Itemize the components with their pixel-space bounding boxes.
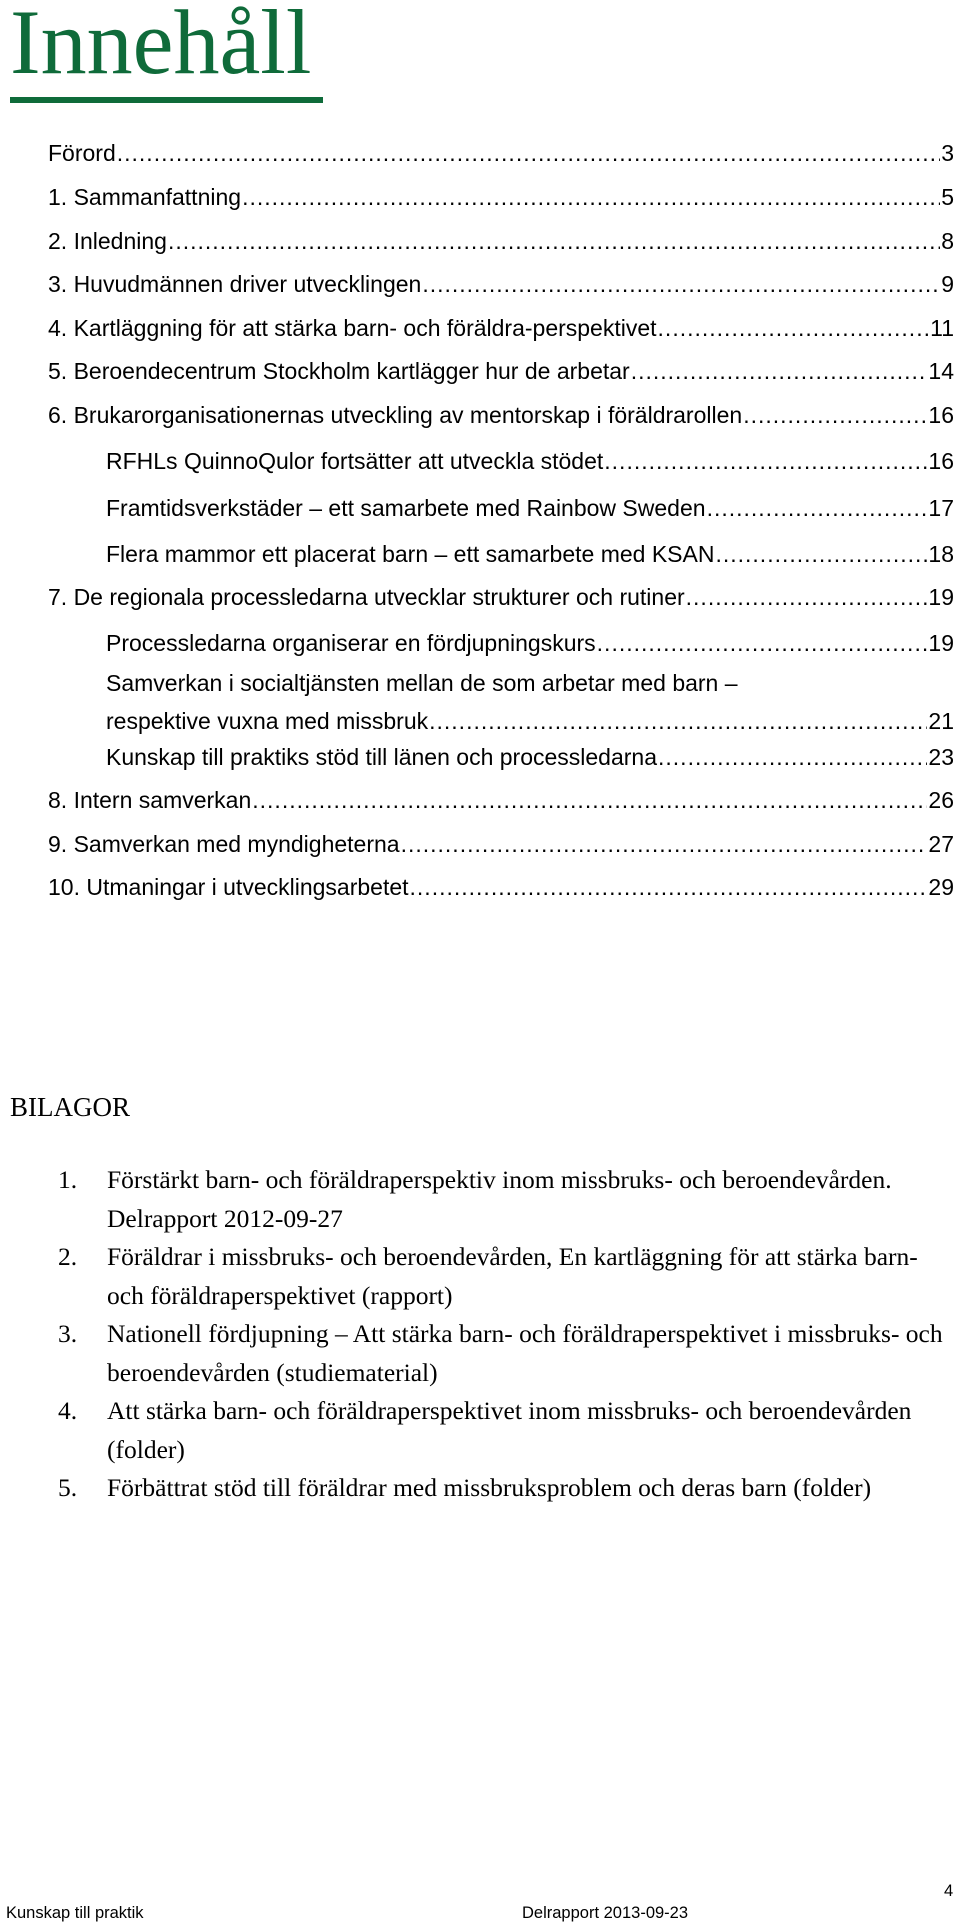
toc-entry-page: 17 <box>928 495 954 521</box>
toc-leader-dots <box>686 578 928 616</box>
toc-entry-page: 3 <box>941 140 954 166</box>
toc-entry-page: 19 <box>928 630 954 656</box>
toc-leader-dots <box>743 396 927 434</box>
toc-entry-page: 29 <box>928 874 954 900</box>
toc-entry-title: 5. Beroendecentrum Stockholm kartlägger hur de arbetar <box>48 358 630 384</box>
toc-entry-title: 3. Huvudmännen driver utvecklingen <box>48 271 422 297</box>
toc-leader-dots <box>429 702 927 740</box>
toc-entry[interactable] <box>48 578 954 616</box>
toc-leader-dots <box>707 489 928 527</box>
toc-leader-dots <box>604 442 927 480</box>
toc-leader-dots <box>658 309 930 347</box>
toc-leader-dots <box>168 222 940 260</box>
appendix-item-number: 5. <box>58 1473 78 1502</box>
toc-entry-title: 2. Inledning <box>48 228 167 254</box>
appendix-item-text: Förstärkt barn- och föräldraperspektiv inom missbruks- och beroendevården. Delrapport 2012-09-27 <box>107 1165 892 1233</box>
toc-entry-title: respektive vuxna med missbruk <box>106 708 429 734</box>
toc-leader-dots <box>242 178 940 216</box>
toc-entry-page: 23 <box>928 744 954 770</box>
toc-entry-page: 5 <box>941 184 954 210</box>
appendix-item-text: Föräldrar i missbruks- och beroendevården, En kartläggning för att stärka barn- och föräldraperspektivet (rapport) <box>107 1242 918 1310</box>
toc-entry-page: 27 <box>928 831 954 857</box>
toc-subentry[interactable] <box>106 664 954 740</box>
toc-subentry[interactable] <box>106 535 954 573</box>
toc-entry-title: 10. Utmaningar i utvecklingsarbetet <box>48 874 409 900</box>
appendix-item-number: 2. <box>58 1242 78 1271</box>
toc-entry-page: 16 <box>928 448 954 474</box>
toc-entry-title: RFHLs QuinnoQulor fortsätter att utveckla stödet <box>106 448 604 474</box>
toc-entry-title: Förord <box>48 140 116 166</box>
toc-entry-title: 6. Brukarorganisationernas utveckling av mentorskap i föräldrarollen <box>48 402 743 428</box>
toc-entry-page: 26 <box>928 787 954 813</box>
toc-leader-dots <box>597 624 928 662</box>
toc-entry-title: 7. De regionala processledarna utvecklar strukturer och rutiner <box>48 584 685 610</box>
toc-leader-dots <box>252 781 927 819</box>
appendix-item-text: Förbättrat stöd till föräldrar med missbruksproblem och deras barn (folder) <box>107 1473 872 1502</box>
toc-entry-page: 18 <box>928 541 954 567</box>
appendix-item-text: Nationell fördjupning – Att stärka barn- och föräldraperspektivet i missbruks- och beroendevården (studiematerial) <box>107 1319 943 1387</box>
appendix-heading: BILAGOR <box>10 1092 130 1122</box>
toc-leader-dots <box>631 352 928 390</box>
toc-entry[interactable] <box>48 781 954 819</box>
toc-leader-dots <box>117 134 940 172</box>
toc-entry[interactable] <box>48 825 954 863</box>
appendix-item-text: Att stärka barn- och föräldraperspektivet inom missbruks- och beroendevården (folder) <box>107 1396 912 1464</box>
toc-entry-page: 9 <box>941 271 954 297</box>
toc-entry-title: 8. Intern samverkan <box>48 787 252 813</box>
footer-left: Kunskap till praktik <box>6 1904 144 1922</box>
toc-leader-dots <box>422 265 940 303</box>
appendix-item-number: 3. <box>58 1319 78 1348</box>
toc-entry-page: 21 <box>928 708 954 734</box>
page-number: 4 <box>944 1882 954 1900</box>
toc-entry[interactable] <box>48 265 954 303</box>
toc-subentry[interactable] <box>106 624 954 662</box>
toc-leader-dots <box>715 535 927 573</box>
toc-subentry[interactable] <box>106 489 954 527</box>
toc-entry-page: 16 <box>928 402 954 428</box>
toc-subentry[interactable] <box>106 442 954 480</box>
toc-subentry[interactable] <box>106 738 954 776</box>
toc-entry[interactable] <box>48 868 954 906</box>
toc-entry-title: Processledarna organiserar en fördjupningskurs <box>106 630 596 656</box>
toc-entry[interactable] <box>48 134 954 172</box>
toc-entry-page: 19 <box>928 584 954 610</box>
toc-entry-title-line1: Samverkan i socialtjänsten mellan de som arbetar med barn – <box>106 670 738 696</box>
appendix-item-number: 4. <box>58 1396 78 1425</box>
toc-entry-page: 14 <box>928 358 954 384</box>
toc-entry-page: 11 <box>930 315 954 341</box>
toc-entry[interactable] <box>48 178 954 216</box>
toc-entry-title: Framtidsverkstäder – ett samarbete med Rainbow Sweden <box>106 495 706 521</box>
toc-leader-dots <box>410 868 928 906</box>
toc-leader-dots <box>401 825 928 863</box>
toc-entry-title: 4. Kartläggning för att stärka barn- och föräldra-perspektivet <box>48 315 657 341</box>
toc-entry-title: Flera mammor ett placerat barn – ett samarbete med KSAN <box>106 541 715 567</box>
toc-entry-title: Kunskap till praktiks stöd till länen och processledarna <box>106 744 658 770</box>
page-title: Innehåll <box>10 0 312 93</box>
toc-entry-page: 8 <box>941 228 954 254</box>
toc-entry[interactable] <box>48 309 954 347</box>
footer-right: Delrapport 2013-09-23 <box>522 1904 689 1922</box>
toc-entry[interactable] <box>48 352 954 390</box>
toc-entry-title: 1. Sammanfattning <box>48 184 242 210</box>
toc-entry[interactable] <box>48 222 954 260</box>
toc-entry-title: 9. Samverkan med myndigheterna <box>48 831 400 857</box>
toc-entry[interactable] <box>48 396 954 434</box>
appendix-item-number: 1. <box>58 1165 78 1194</box>
title-underline <box>10 97 323 103</box>
toc-leader-dots <box>658 738 927 776</box>
